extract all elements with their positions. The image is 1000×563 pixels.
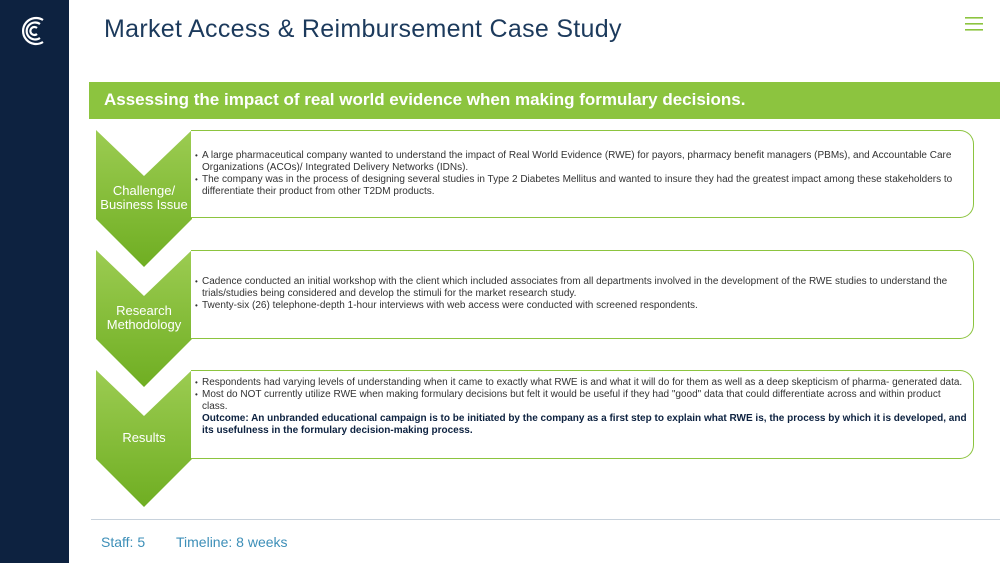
bullet-item: • The company was in the process of designing several studies in Type 2 Diabetes Mellitus and wanted to insure they had the greatest impact among these stakeholders to differentiate their product from other T2DM products. (198, 174, 967, 198)
outcome-statement: Outcome: An unbranded educational campaign is to be initiated by the company as a first step to explain what RWE is, the process by which it is developed, and its usefulness in the formulary decision-making process. (202, 413, 967, 436)
headline-banner (89, 82, 1000, 119)
section-box-challenge (191, 130, 974, 218)
bullet-item: • Twenty-six (26) telephone-depth 1-hour interviews with web access were conducted with screened respondents. (198, 300, 967, 312)
bullet-item: • Respondents had varying levels of understanding when it came to exactly what RWE is and what it will do for them as well as a deep skepticism of pharma- generated data. (198, 377, 967, 389)
sidebar (0, 0, 69, 563)
staff-count: Staff: 5 (101, 534, 146, 550)
bullet-item: • A large pharmaceutical company wanted to understand the impact of Real World Evidence (RWE) for payors, pharmacy benefit managers (PBMs), and Accountable Care Organizations (ACOs)/ Integrated Delivery Networks (IDNs). (198, 150, 967, 174)
bullet-item: • Most do NOT currently utilize RWE when making formulary decisions but felt it would be useful if they had "good" data that could differentiate across and within product class. (198, 389, 967, 413)
bullet-item: • Cadence conducted an initial workshop with the client which included associates from all departments involved in the development of the RWE studies to understand the trials/studies being considered and develop the stimuli for the market research study. (198, 276, 967, 300)
headline-text: Assessing the impact of real world evidence when making formulary decisions. (104, 90, 746, 109)
hamburger-menu-icon[interactable] (963, 15, 985, 33)
section-box-methodology (191, 250, 974, 339)
page-title: Market Access & Reimbursement Case Study (104, 15, 622, 43)
footer-divider (91, 519, 1000, 520)
section-label-challenge: Challenge/ Business Issue (100, 183, 188, 212)
company-logo[interactable] (17, 14, 49, 48)
timeline: Timeline: 8 weeks (176, 534, 288, 550)
section-box-results (191, 370, 974, 459)
section-label-methodology: Research Methodology (106, 303, 182, 332)
section-label-results: Results (122, 430, 166, 445)
